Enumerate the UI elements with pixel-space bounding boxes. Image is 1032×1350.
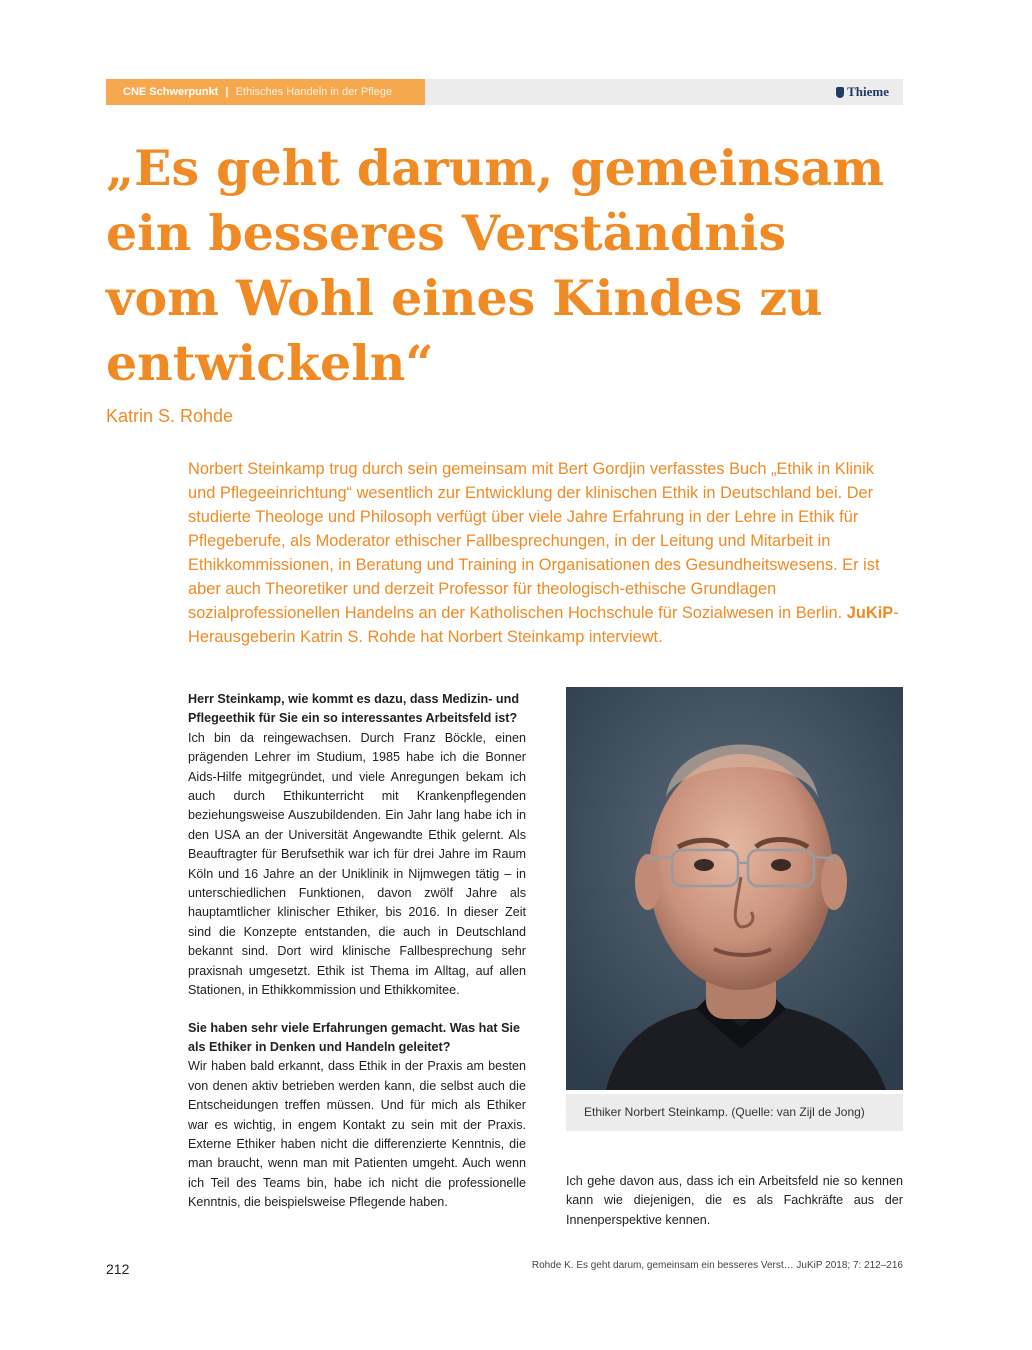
article-lead — [188, 457, 903, 649]
section-topic: Ethisches Handeln in der Pflege — [235, 86, 393, 98]
paragraph-gap — [188, 1001, 526, 1019]
citation-footer: Rohde K. Es geht darum, gemeinsam ein besseres Verst… JuKiP 2018; 7: 212–216 — [531, 1260, 903, 1271]
page-number: 212 — [106, 1261, 130, 1277]
section-separator: | — [225, 86, 229, 98]
lead-text-part2: -Herausgeberin Katrin S. Rohde hat Norbert Steinkamp interviewt. — [188, 604, 899, 646]
interview-answer-2-continued: Ich gehe davon aus, dass ich ein Arbeitsfeld nie so kennen kann wie diejenigen, die es als Fachkräfte aus der Innenperspektive kennen. — [566, 1174, 903, 1227]
publisher-logo — [836, 79, 889, 105]
article-column-right — [566, 1172, 903, 1230]
article-column-left — [188, 690, 526, 1213]
interview-question-2: Sie haben sehr viele Erfahrungen gemacht. Was hat Sie als Ethiker in Denken und Handeln geleitet? — [188, 1020, 520, 1054]
thieme-logo-icon — [836, 87, 844, 98]
interview-answer-2: Wir haben bald erkannt, dass Ethik in der Praxis am besten von denen aktiv betrieben werden kann, die selbst auch die Entscheidungen treffen müssen. Und für mich als Ethiker war es wichtig, in engem Kontakt zu sein mit der Praxis. Externe Ethiker haben nicht die differenzierte Kenntnis, die man braucht, wenn man mit Patienten umgeht. Auch wenn ich Teil des Teams bin, habe ich nicht die professionelle Kenntnis, die beispielsweise Pflegende haben. — [188, 1059, 526, 1210]
interview-answer-1: Ich bin da reingewachsen. Durch Franz Böckle, einen prägenden Lehrer im Studium, 1985 habe ich die Bonner Aids-Hilfe mitgegründet, und viele Anregungen bekam ich auch durch Ethikunterricht mit Krankenpflegenden beziehungsweise Auszubildenden. Ein Jahr lang habe ich in den USA an der Universität Angewandte Ethik gelernt. Als Beauftragter für Berufsethik war ich für drei Jahre im Raum Köln und 16 Jahre an der Uniklinik in Nijmwegen tätig – in unterschiedlichen Funktionen, davon zwölf Jahre als hauptamtlicher klinischer Ethiker, bis 2016. In dieser Zeit sind die Konzepte entstanden, die auch in Deutschland bekannt sind. Dort wird klinische Fallbesprechung sehr praxisnah umgesetzt. Ethik ist Thema im Alltag, auf allen Stationen, in Ethikkommission und Ethikkomitee. — [188, 730, 526, 998]
portrait-photo — [566, 687, 903, 1090]
portrait-illustration — [566, 687, 903, 1090]
interview-question-1: Herr Steinkamp, wie kommt es dazu, dass Medizin- und Pflegeethik für Sie ein so interessantes Arbeitsfeld ist? — [188, 692, 520, 726]
article-author: Katrin S. Rohde — [106, 406, 234, 426]
section-label: CNE Schwerpunkt — [123, 86, 219, 98]
article-title: „Es geht darum, gemeinsam ein besseres Verständnis vom Wohl eines Kindes zu entwickeln“ — [106, 139, 885, 392]
photo-caption: Ethiker Norbert Steinkamp. (Quelle: van Zijl de Jong) — [566, 1094, 903, 1131]
publisher-name: Thieme — [847, 84, 889, 99]
lead-text-part1: Norbert Steinkamp trug durch sein gemeinsam mit Bert Gordjin verfasstes Buch „Ethik in Klinik und Pflegeeinrichtung“ wesentlich zur Entwicklung der klinischen Ethik in Deutschland bei. Der studierte Theologe und Philosoph verfügt über viele Jahre Erfahrung in der Lehre in Ethik für Pflegeberufe, als Moderator ethischer Fallbesprechungen, in der Leitung und Mitarbeit in Ethikkommissionen, in Beratung und Training in Organisationen des Gesundheitswesens. Er ist aber auch Theoretiker und derzeit Professor für theologisch-ethische Grundlagen sozialprofessionellen Handelns an der Katholischen Hochschule für Sozialwesen in Berlin. — [188, 460, 880, 622]
magazine-name: JuKiP — [846, 604, 894, 622]
running-header — [106, 79, 903, 105]
section-tag — [106, 79, 425, 105]
